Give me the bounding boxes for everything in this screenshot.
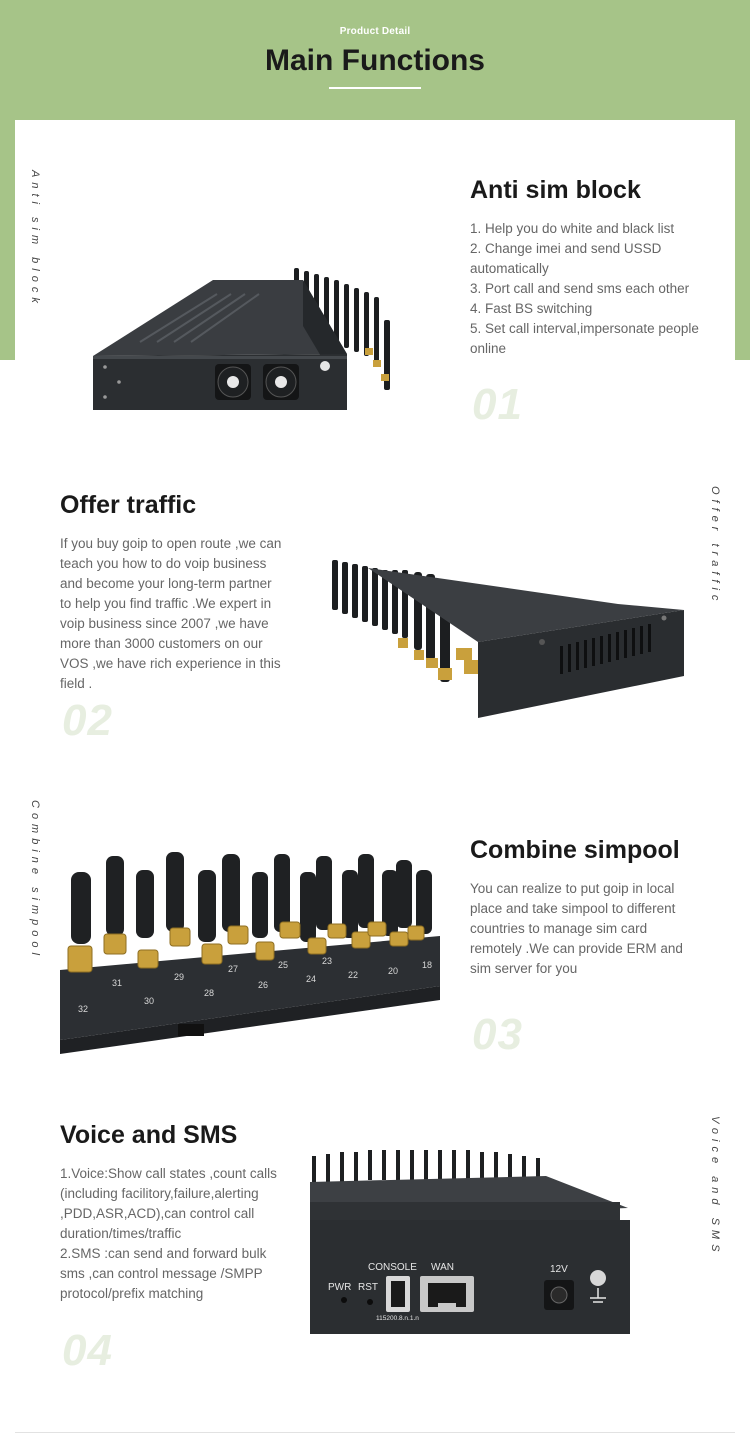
port-number: 23 [322, 956, 333, 966]
feature-line: 2.SMS :can send and forward bulk sms ,can control message /SMPP protocol/prefix matching [60, 1246, 267, 1301]
gateway-rear-panel-photo [308, 1148, 640, 1336]
section-number-04: 04 [62, 1326, 113, 1375]
side-label-anti-sim-block: Anti sim block [29, 170, 41, 308]
section-body-anti-sim-block [470, 219, 705, 359]
page-title: Main Functions [265, 44, 485, 77]
feature-line: 1.Voice:Show call states ,count calls (including facilitory,failure,alerting ,PDD,ASR,ACD),can control call duration/times/traffic [60, 1166, 277, 1241]
port-number: 31 [112, 978, 123, 988]
port-number: 29 [174, 972, 185, 982]
rst-label: RST [358, 1282, 378, 1293]
feature-line: 5. Set call interval,impersonate people online [470, 321, 699, 356]
feature-line: 1. Help you do white and black list [470, 221, 675, 236]
port-number: 25 [278, 960, 289, 970]
feature-line: 4. Fast BS switching [470, 301, 593, 316]
section-body-voice-and-sms [60, 1164, 285, 1304]
wan-label: WAN [431, 1262, 454, 1273]
side-label-offer-traffic: Offer traffic [709, 486, 721, 606]
section-body-offer-traffic [60, 534, 285, 694]
console-label: CONSOLE [368, 1262, 417, 1273]
power-label: 12V [550, 1264, 568, 1275]
section-paragraph: If you buy goip to open route ,we can teach you how to do voip business and become your long-term partner to help you find traffic .We expert in voip business since 2007 ,we have more than 3000 customers on our VOS ,we have rich experience in this field . [60, 536, 282, 691]
port-number: 27 [228, 964, 239, 974]
feature-line: 3. Port call and send sms each other [470, 281, 690, 296]
port-number: 24 [306, 974, 317, 984]
title-underline [329, 87, 421, 89]
footer-divider [15, 1432, 735, 1433]
port-number: 20 [388, 966, 399, 976]
gateway-device-antennas-photo [328, 558, 686, 722]
port-number: 22 [348, 970, 359, 980]
port-number: 32 [78, 1004, 89, 1014]
eyebrow-label: Product Detail [339, 26, 411, 37]
section-title-anti-sim-block: Anti sim block [470, 176, 641, 204]
port-number: 30 [144, 996, 155, 1006]
port-number: 18 [422, 960, 433, 970]
section-title-combine-simpool: Combine simpool [470, 836, 680, 864]
gateway-device-fans-photo [85, 262, 405, 414]
section-number-02: 02 [62, 696, 113, 745]
side-label-combine-simpool: Combine simpool [29, 800, 41, 960]
baud-rate-label: 115200.8.n.1.n [376, 1315, 419, 1322]
side-label-voice-and-sms: Voice and SMS [709, 1116, 721, 1257]
antenna-ports-closeup-photo [60, 848, 440, 1054]
section-number-01: 01 [472, 380, 523, 429]
pwr-label: PWR [328, 1282, 352, 1293]
section-paragraph: You can realize to put goip in local place and take simpool to different countries to manage sim card remotely .We can provide ERM and sim server for you [470, 881, 683, 976]
port-number: 28 [204, 988, 215, 998]
section-body-combine-simpool [470, 879, 702, 979]
section-title-offer-traffic: Offer traffic [60, 491, 197, 519]
port-number: 26 [258, 980, 269, 990]
section-title-voice-and-sms: Voice and SMS [60, 1121, 238, 1149]
section-number-03: 03 [472, 1010, 523, 1059]
feature-line: 2. Change imei and send USSD automatically [470, 241, 662, 276]
